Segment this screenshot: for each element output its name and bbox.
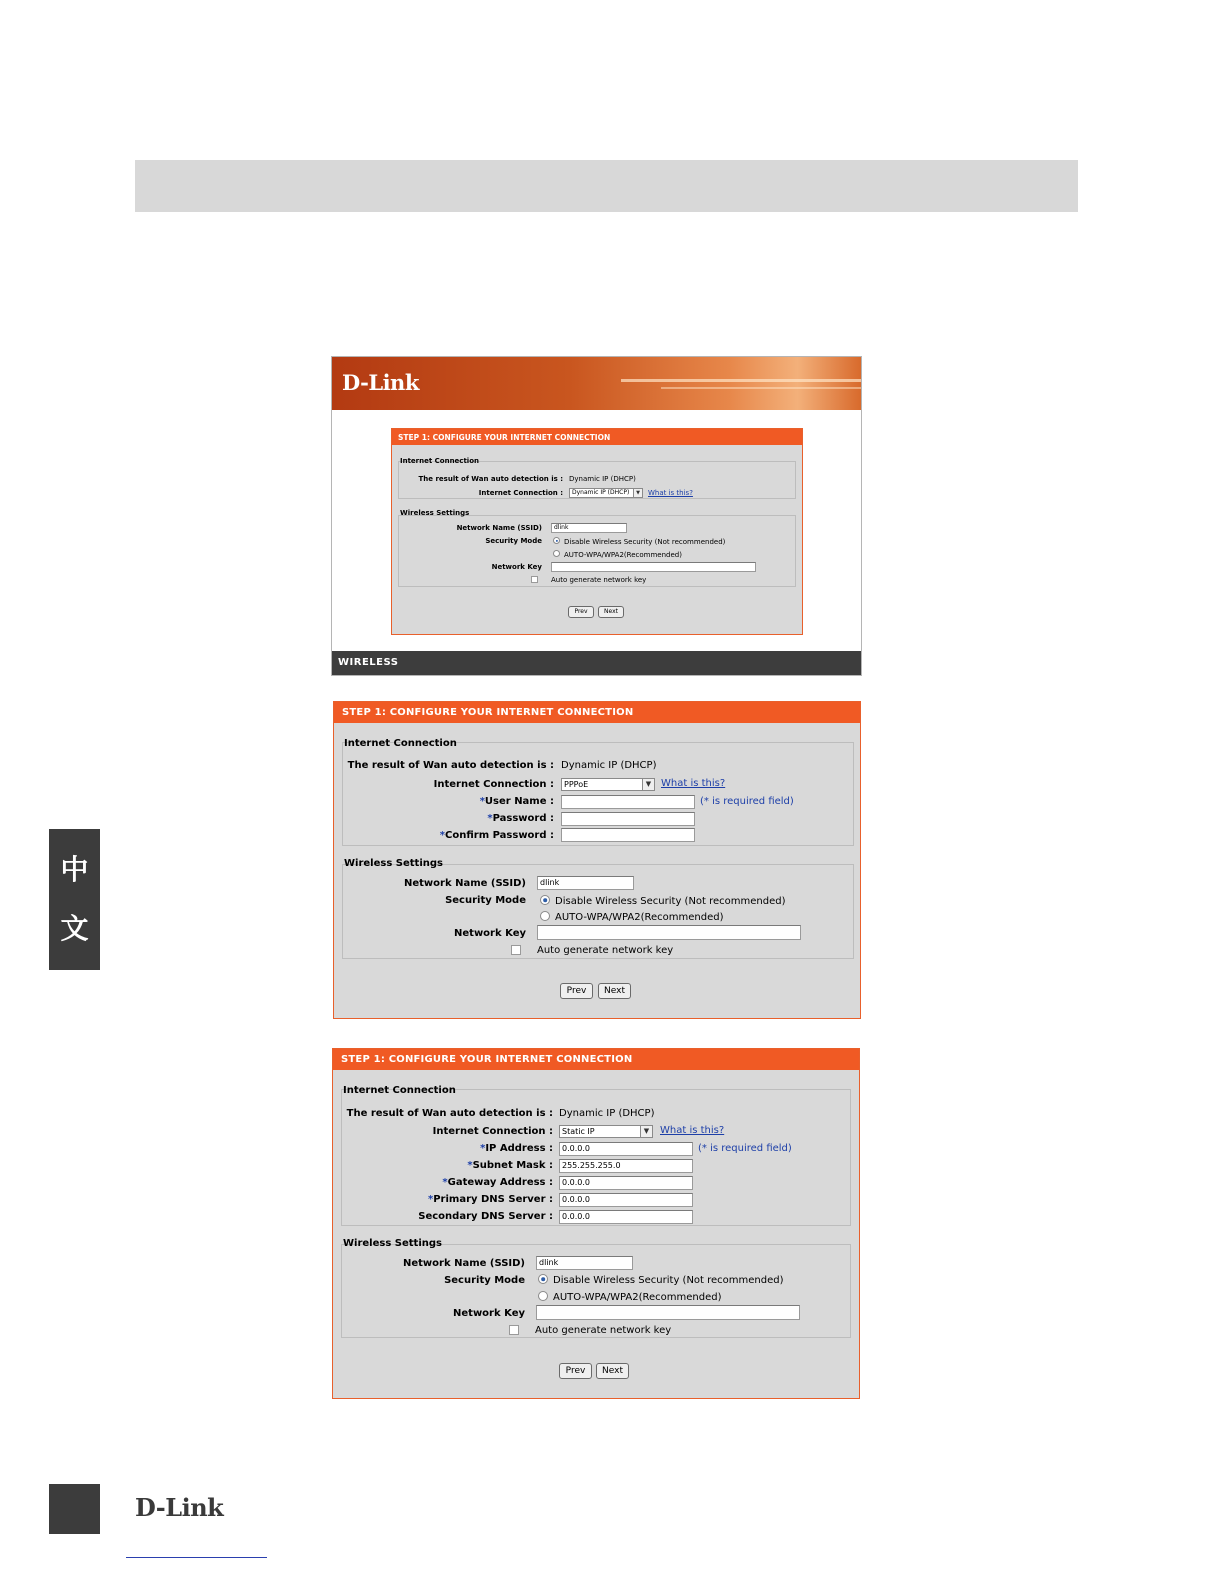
- internet-legend: Internet Connection: [400, 457, 479, 465]
- wan-value: Dynamic IP (DHCP): [561, 760, 657, 771]
- confirm-password-input[interactable]: [561, 828, 695, 842]
- what-is-this-link[interactable]: What is this?: [648, 489, 693, 497]
- internet-legend: Internet Connection: [343, 1085, 456, 1096]
- footer-logo: D-Link: [135, 1493, 224, 1522]
- auto-generate-label: Auto generate network key: [551, 576, 647, 584]
- primary-dns-label: *Primary DNS Server :: [427, 1194, 553, 1205]
- auto-generate-checkbox[interactable]: [511, 945, 521, 955]
- chevron-down-icon: ▼: [640, 1126, 652, 1137]
- prev-button[interactable]: Prev: [568, 606, 594, 618]
- ssid-input[interactable]: dlink: [537, 876, 634, 890]
- security-disable-label: Disable Wireless Security (Not recommended): [564, 538, 726, 546]
- internet-legend: Internet Connection: [344, 738, 457, 749]
- network-key-input[interactable]: [536, 1305, 800, 1320]
- connection-label: Internet Connection :: [433, 779, 554, 790]
- network-key-label: Network Key: [454, 928, 526, 939]
- what-is-this-link[interactable]: What is this?: [660, 1125, 725, 1136]
- security-disable-label: Disable Wireless Security (Not recommended): [555, 896, 786, 907]
- gateway-label: *Gateway Address :: [442, 1177, 553, 1188]
- chevron-down-icon: ▼: [633, 489, 642, 497]
- wizard-title: STEP 1: CONFIGURE YOUR INTERNET CONNECTION: [334, 702, 860, 723]
- wizard-panel: [391, 428, 803, 635]
- language-char-2: 文: [60, 911, 89, 945]
- ssid-input[interactable]: dlink: [551, 523, 627, 533]
- network-key-input[interactable]: [551, 562, 756, 572]
- security-disable-radio[interactable]: [553, 537, 560, 544]
- ssid-label: Network Name (SSID): [402, 1258, 525, 1269]
- router-logo: D-Link: [342, 370, 419, 395]
- footer-rule: [126, 1557, 267, 1558]
- wan-value: Dynamic IP (DHCP): [559, 1108, 655, 1119]
- next-button[interactable]: Next: [598, 606, 624, 618]
- subnet-mask-label: *Subnet Mask :: [467, 1160, 553, 1171]
- wizard-title: STEP 1: CONFIGURE YOUR INTERNET CONNECTION: [333, 1049, 859, 1070]
- security-wpa-label: AUTO-WPA/WPA2(Recommended): [564, 551, 682, 559]
- security-disable-radio[interactable]: [540, 895, 550, 905]
- wireless-legend: Wireless Settings: [343, 1238, 442, 1249]
- language-char-1: 中: [60, 853, 89, 887]
- network-key-label: Network Key: [491, 563, 542, 571]
- wizard-title: STEP 1: CONFIGURE YOUR INTERNET CONNECTION: [392, 429, 802, 445]
- security-wpa-radio[interactable]: [553, 550, 560, 557]
- wan-label: The result of Wan auto detection is :: [347, 760, 554, 771]
- user-name-input[interactable]: [561, 795, 695, 809]
- user-name-label: *User Name :: [479, 796, 554, 807]
- password-label: *Password :: [487, 813, 554, 824]
- ip-address-label: *IP Address :: [480, 1143, 553, 1154]
- security-mode-label: Security Mode: [445, 895, 526, 906]
- confirm-password-label: *Confirm Password :: [439, 830, 554, 841]
- required-hint: (* is required field): [700, 796, 794, 807]
- wireless-legend: Wireless Settings: [400, 509, 470, 517]
- header-band: [135, 160, 1078, 212]
- ssid-input[interactable]: dlink: [536, 1256, 633, 1270]
- auto-generate-label: Auto generate network key: [535, 1325, 672, 1336]
- security-mode-label: Security Mode: [485, 537, 542, 545]
- required-hint: (* is required field): [698, 1143, 792, 1154]
- gateway-input[interactable]: 0.0.0.0: [559, 1176, 693, 1190]
- wizard-panel-pppoe: [333, 701, 861, 1019]
- router-header: [332, 357, 861, 410]
- wan-value: Dynamic IP (DHCP): [569, 475, 636, 483]
- chevron-down-icon: ▼: [642, 779, 654, 790]
- what-is-this-link[interactable]: What is this?: [661, 778, 726, 789]
- router-footer-label: WIRELESS: [338, 657, 399, 668]
- ip-address-input[interactable]: 0.0.0.0: [559, 1142, 693, 1156]
- security-disable-radio[interactable]: [538, 1274, 548, 1284]
- wan-label: The result of Wan auto detection is :: [418, 475, 563, 483]
- next-button[interactable]: Next: [596, 1363, 629, 1379]
- security-disable-label: Disable Wireless Security (Not recommended): [553, 1275, 784, 1286]
- subnet-mask-input[interactable]: 255.255.255.0: [559, 1159, 693, 1173]
- primary-dns-input[interactable]: 0.0.0.0: [559, 1193, 693, 1207]
- security-mode-label: Security Mode: [444, 1275, 525, 1286]
- auto-generate-label: Auto generate network key: [537, 945, 674, 956]
- router-screenshot-1: [331, 356, 862, 676]
- secondary-dns-input[interactable]: 0.0.0.0: [559, 1210, 693, 1224]
- router-footer: [332, 651, 861, 675]
- password-input[interactable]: [561, 812, 695, 826]
- connection-select[interactable]: PPPoE ▼: [561, 778, 655, 791]
- wireless-legend: Wireless Settings: [344, 858, 443, 869]
- wan-label: The result of Wan auto detection is :: [346, 1108, 553, 1119]
- network-key-label: Network Key: [453, 1308, 525, 1319]
- security-wpa-label: AUTO-WPA/WPA2(Recommended): [553, 1292, 722, 1303]
- secondary-dns-label: Secondary DNS Server :: [418, 1211, 553, 1222]
- auto-generate-checkbox[interactable]: [531, 576, 538, 583]
- wizard-panel-static-ip: [332, 1048, 860, 1399]
- next-button[interactable]: Next: [598, 983, 631, 999]
- connection-select[interactable]: Dynamic IP (DHCP) ▼: [569, 488, 643, 498]
- auto-generate-checkbox[interactable]: [509, 1325, 519, 1335]
- security-wpa-radio[interactable]: [538, 1291, 548, 1301]
- page-number-block: [49, 1484, 100, 1534]
- connection-select[interactable]: Static IP ▼: [559, 1125, 653, 1138]
- security-wpa-radio[interactable]: [540, 911, 550, 921]
- ssid-label: Network Name (SSID): [456, 524, 542, 532]
- connection-label: Internet Connection :: [432, 1126, 553, 1137]
- prev-button[interactable]: Prev: [560, 983, 593, 999]
- language-tab: [49, 829, 100, 970]
- security-wpa-label: AUTO-WPA/WPA2(Recommended): [555, 912, 724, 923]
- network-key-input[interactable]: [537, 925, 801, 940]
- prev-button[interactable]: Prev: [559, 1363, 592, 1379]
- connection-label: Internet Connection :: [478, 489, 563, 497]
- ssid-label: Network Name (SSID): [403, 878, 526, 889]
